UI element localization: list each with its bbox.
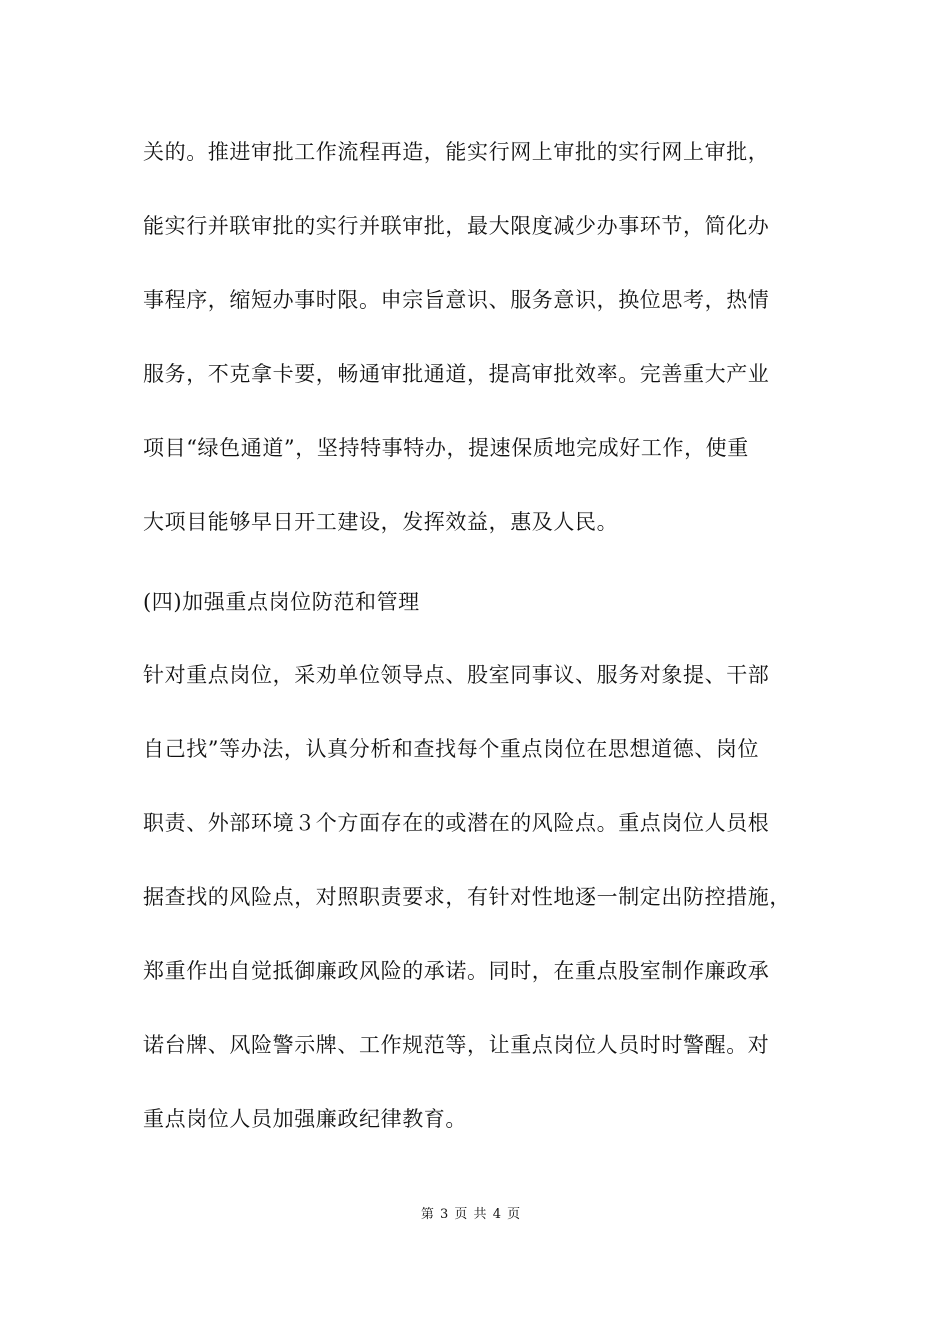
paragraph-line: 重点岗位人员加强廉政纪律教育。	[143, 1107, 467, 1131]
paragraph-line: 针对重点岗位，采劝单位领导点、股室同事议、服务对象提、干部	[143, 663, 770, 687]
paragraph-line: 服务，不克拿卡要，畅通审批通道，提高审批效率。完善重大产业	[143, 362, 770, 386]
paragraph-line: 大项目能够早日开工建设，发挥效益，惠及人民。	[143, 510, 619, 534]
paragraph-line: 职责、外部环境３个方面存在的或潜在的风险点。重点岗位人员根	[143, 811, 770, 835]
section-heading: (四)加强重点岗位防范和管理	[143, 590, 420, 614]
paragraph-line: 事程序，缩短办事时限。申宗旨意识、服务意识，换位思考，热情	[143, 288, 770, 312]
paragraph-line: 关的。推进审批工作流程再造，能实行网上审批的实行网上审批，	[143, 140, 770, 164]
paragraph-line: 据查找的风险点，对照职责要求，有针对性地逐一制定出防控措施，	[143, 885, 791, 909]
paragraph-line: 自己找”等办法，认真分析和查找每个重点岗位在思想道德、岗位	[143, 737, 760, 761]
paragraph-line: 能实行并联审批的实行并联审批，最大限度减少办事环节，简化办	[143, 214, 770, 238]
paragraph-line: 项目“绿色通道”，坚持特事特办，提速保质地完成好工作，使重	[143, 436, 749, 460]
paragraph-line: 郑重作出自觉抵御廉政风险的承诺。同时，在重点股室制作廉政承	[143, 959, 770, 983]
page-number-footer: 第 3 页 共 4 页	[420, 1207, 522, 1222]
paragraph-line: 诺台牌、风险警示牌、工作规范等，让重点岗位人员时时警醒。对	[143, 1033, 770, 1057]
